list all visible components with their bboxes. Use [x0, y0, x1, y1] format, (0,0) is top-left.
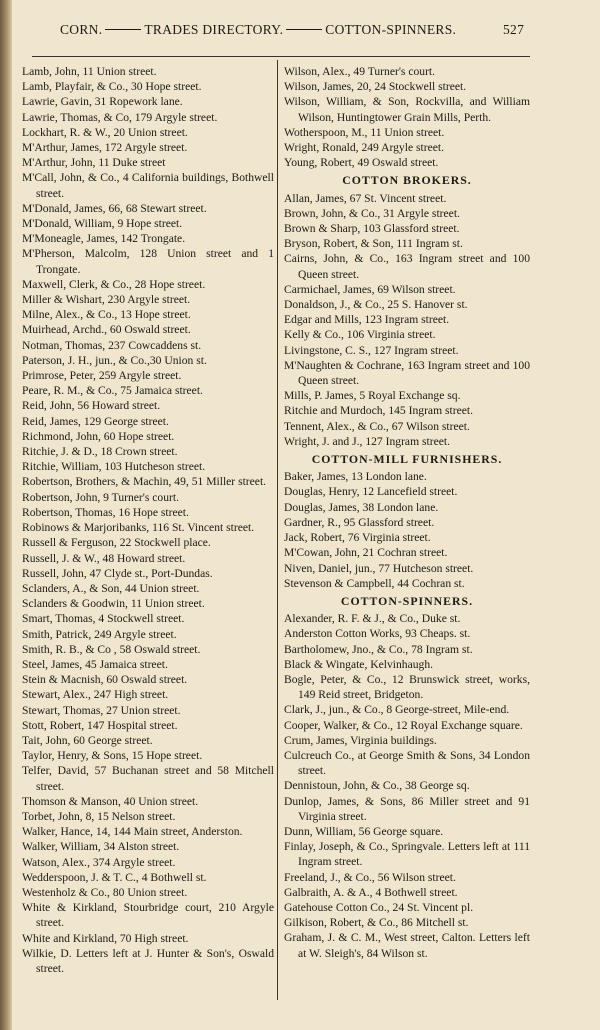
directory-entry: Stewart, Thomas, 27 Union street. — [22, 703, 181, 717]
header-left: CORN. — [60, 22, 103, 37]
directory-entry: Reid, John, 56 Howard street. — [22, 399, 161, 413]
directory-entry: Clark, J., jun., & Co., 8 George-street, Mile-end. — [284, 703, 510, 717]
directory-entry: Crum, James, Virginia buildings. — [284, 733, 437, 747]
directory-entry: Galbraith, A. & A., 4 Bothwell street. — [284, 885, 458, 899]
directory-entry: Torbet, John, 8, 15 Nelson street. — [22, 809, 176, 823]
directory-entry: Freeland, J., & Co., 56 Wilson street. — [284, 870, 456, 884]
directory-entry: Wilson, Alex., 49 Turner's court. — [284, 65, 436, 78]
directory-entry: Culcreuch Co., at George Smith & Sons, 34 London street. — [284, 748, 530, 778]
directory-entry: Gilkison, Robert, & Co., 86 Mitchell st. — [284, 916, 469, 930]
directory-entry: Stewart, Alex., 247 High street. — [22, 688, 169, 702]
column-divider — [277, 60, 278, 1000]
directory-entry: Russell & Ferguson, 22 Stockwell place. — [22, 536, 211, 550]
directory-entry: Lawrie, Gavin, 31 Ropework lane. — [22, 95, 183, 109]
directory-entry: Sclanders, A., & Son, 44 Union street. — [22, 581, 200, 595]
right-column — [284, 64, 530, 961]
directory-entry: Douglas, Henry, 12 Lancefield street. — [284, 485, 458, 499]
directory-entry: White and Kirkland, 70 High street. — [22, 931, 189, 945]
directory-entry: Ritchie, William, 103 Hutcheson street. — [22, 460, 206, 474]
directory-entry: Dunlop, James, & Sons, 86 Miller street and 91 Virginia street. — [284, 794, 530, 823]
directory-entry: Richmond, John, 60 Hope street. — [22, 429, 175, 443]
directory-entry: Thomson & Manson, 40 Union street. — [22, 794, 199, 808]
directory-entry: M'Call, John, & Co., 4 California buildings, Bothwell street. — [22, 171, 274, 200]
directory-entry: Donaldson, J., & Co., 25 S. Hanover st. — [284, 298, 468, 312]
directory-entry: Reid, James, 129 George street. — [22, 414, 169, 428]
directory-entry: Allan, James, 67 St. Vincent street. — [284, 191, 447, 205]
directory-entry: Niven, Daniel, jun., 77 Hutcheson street. — [284, 561, 474, 575]
directory-entry: Cooper, Walker, & Co., 12 Royal Exchange square. — [284, 718, 523, 732]
directory-entry: Wotherspoon, M., 11 Union street. — [284, 125, 445, 139]
directory-entry: Brown, John, & Co., 31 Argyle street. — [284, 206, 460, 220]
directory-entry: Graham, J. & C. M., West street, Calton. Letters left at W. Sleigh's, 84 Wilson st. — [284, 931, 530, 960]
directory-entry: Black & Wingate, Kelvinhaugh. — [284, 657, 434, 671]
directory-entry: Telfer, David, 57 Buchanan street and 58 Mitchell street. — [22, 764, 274, 793]
directory-entry: Mills, P. James, 5 Royal Exchange sq. — [284, 389, 461, 403]
directory-entry: Notman, Thomas, 237 Cowcaddens st. — [22, 338, 202, 352]
header-dash — [105, 29, 141, 30]
header-middle: TRADES DIRECTORY. — [144, 22, 284, 37]
directory-entry: Maxwell, Clerk, & Co., 28 Hope street. — [22, 277, 206, 291]
directory-entry: Lawrie, Thomas, & Co, 179 Argyle street. — [22, 110, 218, 124]
directory-entry: Gardner, R., 95 Glassford street. — [284, 515, 435, 529]
directory-entry: Wilson, William, & Son, Rockvilla, and William Wilson, Huntingtower Grain Mills, Perth. — [284, 95, 530, 124]
directory-entry: Smith, Patrick, 249 Argyle street. — [22, 627, 177, 641]
directory-entry: Edgar and Mills, 123 Ingram street. — [284, 313, 450, 327]
directory-entry: M'Donald, William, 9 Hope street. — [22, 217, 183, 231]
section-heading: COTTON-SPINNERS. — [340, 593, 474, 608]
directory-entry: Walker, William, 34 Alston street. — [22, 840, 180, 854]
directory-entry: Robinows & Marjoribanks, 116 St. Vincent street. — [22, 521, 255, 535]
directory-entry: M'Arthur, James, 172 Argyle street. — [22, 141, 188, 155]
directory-entry: Gatehouse Cotton Co., 24 St. Vincent pl. — [284, 900, 474, 914]
directory-entry: Steel, James, 45 Jamaica street. — [22, 657, 168, 671]
directory-entry: Carmichael, James, 69 Wilson street. — [284, 282, 456, 296]
directory-entry: Robertson, Brothers, & Machin, 49, 51 Miller street. — [22, 475, 267, 489]
directory-entry: Baker, James, 13 London lane. — [284, 470, 427, 484]
directory-entry: Russell, J. & W., 48 Howard street. — [22, 551, 186, 565]
directory-entry: Ritchie, J. & D., 18 Crown street. — [22, 445, 178, 459]
directory-entry: Wright, J. and J., 127 Ingram street. — [284, 434, 450, 448]
directory-entry: White & Kirkland, Stourbridge court, 210 Argyle street. — [22, 901, 274, 930]
directory-entry: Dennistoun, John, & Co., 38 George sq. — [284, 779, 470, 793]
directory-entry: Robertson, John, 9 Turner's court. — [22, 490, 179, 504]
directory-entry: Cairns, John, & Co., 163 Ingram street and 100 Queen street. — [284, 252, 530, 281]
directory-entry: M'Cowan, John, 21 Cochran street. — [284, 546, 448, 560]
directory-entry: Taylor, Henry, & Sons, 15 Hope street. — [22, 749, 203, 763]
directory-entry: Watson, Alex., 374 Argyle street. — [22, 855, 176, 869]
page-binding — [0, 0, 12, 1030]
directory-entry: Alexander, R. F. & J., & Co., Duke st. — [284, 612, 461, 626]
directory-entry: Kelly & Co., 106 Virginia street. — [284, 328, 436, 342]
header-right: COTTON-SPINNERS. — [325, 22, 457, 37]
directory-entry: Smith, R. B., & Co , 58 Oswald street. — [22, 642, 201, 656]
directory-entry: Lamb, John, 11 Union street. — [22, 65, 157, 78]
directory-entry: Stott, Robert, 147 Hospital street. — [22, 718, 178, 732]
directory-entry: Stevenson & Campbell, 44 Cochran st. — [284, 576, 465, 590]
directory-entry: Bryson, Robert, & Son, 111 Ingram st. — [284, 237, 463, 251]
directory-entry: M'Pherson, Malcolm, 128 Union street and 1 Trongate. — [22, 247, 274, 276]
directory-entry: Milne, Alex., & Co., 13 Hope street. — [22, 308, 191, 322]
directory-entry: Wright, Ronald, 249 Argyle street. — [284, 141, 444, 155]
directory-entry: Miller & Wishart, 230 Argyle street. — [22, 293, 191, 307]
directory-entry: Bogle, Peter, & Co., 12 Brunswick street, works, 149 Reid street, Bridgeton. — [284, 672, 530, 702]
directory-entry: Lockhart, R. & W., 20 Union street. — [22, 125, 188, 139]
header-dash — [286, 29, 322, 30]
directory-entry: Ritchie and Murdoch, 145 Ingram street. — [284, 404, 473, 418]
directory-entry: Russell, John, 47 Clyde st., Port-Dundas. — [22, 566, 213, 580]
page-number: 527 — [503, 22, 525, 37]
directory-entry: Tennent, Alex., & Co., 67 Wilson street. — [284, 419, 470, 433]
directory-entry: Brown & Sharp, 103 Glassford street. — [284, 222, 460, 236]
section-heading: COTTON BROKERS. — [342, 173, 472, 188]
directory-entry: Robertson, Thomas, 16 Hope street. — [22, 505, 189, 519]
directory-entry: M'Arthur, John, 11 Duke street — [22, 156, 166, 170]
left-column — [22, 64, 274, 976]
directory-entry: Douglas, James, 38 London lane. — [284, 500, 439, 514]
running-header — [60, 22, 530, 38]
directory-entry: Westenholz & Co., 80 Union street. — [22, 885, 188, 899]
directory-entry: Paterson, J. H., jun., & Co.,30 Union st. — [22, 353, 207, 367]
directory-entry: Jack, Robert, 76 Virginia street. — [284, 531, 431, 545]
header-rule — [32, 56, 530, 57]
directory-entry: Primrose, Peter, 259 Argyle street. — [22, 369, 182, 383]
directory-entry: Wedderspoon, J. & T. C., 4 Bothwell st. — [22, 870, 207, 884]
directory-entry: Muirhead, Archd., 60 Oswald street. — [22, 323, 191, 337]
directory-entry: Smart, Thomas, 4 Stockwell street. — [22, 612, 185, 626]
directory-entry: Finlay, Joseph, & Co., Springvale. Letters left at 111 Ingram street. — [284, 840, 530, 869]
directory-entry: M'Moneagle, James, 142 Trongate. — [22, 232, 186, 246]
directory-entry: Lamb, Playfair, & Co., 30 Hope street. — [22, 80, 202, 94]
directory-entry: Wilson, James, 20, 24 Stockwell street. — [284, 80, 467, 94]
directory-entry: Walker, Hance, 14, 144 Main street, Anderston. — [22, 825, 243, 839]
directory-entry: Anderston Cotton Works, 93 Cheaps. st. — [284, 627, 471, 641]
directory-entry: Wilkie, D. Letters left at J. Hunter & Son's, Oswald street. — [22, 946, 274, 975]
directory-entry: Bartholomew, Jno., & Co., 78 Ingram st. — [284, 642, 473, 656]
directory-entry: M'Naughten & Cochrane, 163 Ingram street and 100 Queen street. — [284, 358, 530, 388]
directory-entry: Sclanders & Goodwin, 11 Union street. — [22, 597, 205, 611]
directory-entry: Dunn, William, 56 George square. — [284, 824, 444, 838]
directory-entry: Peare, R. M., & Co., 75 Jamaica street. — [22, 384, 203, 398]
section-heading: COTTON-MILL FURNISHERS. — [311, 452, 503, 467]
directory-entry: Stein & Macnish, 60 Oswald street. — [22, 673, 188, 687]
directory-entry: Young, Robert, 49 Oswald street. — [284, 156, 439, 170]
directory-entry: Livingstone, C. S., 127 Ingram street. — [284, 343, 459, 357]
directory-entry: Tait, John, 60 George street. — [22, 733, 153, 747]
directory-entry: M'Donald, James, 66, 68 Stewart street. — [22, 201, 207, 215]
